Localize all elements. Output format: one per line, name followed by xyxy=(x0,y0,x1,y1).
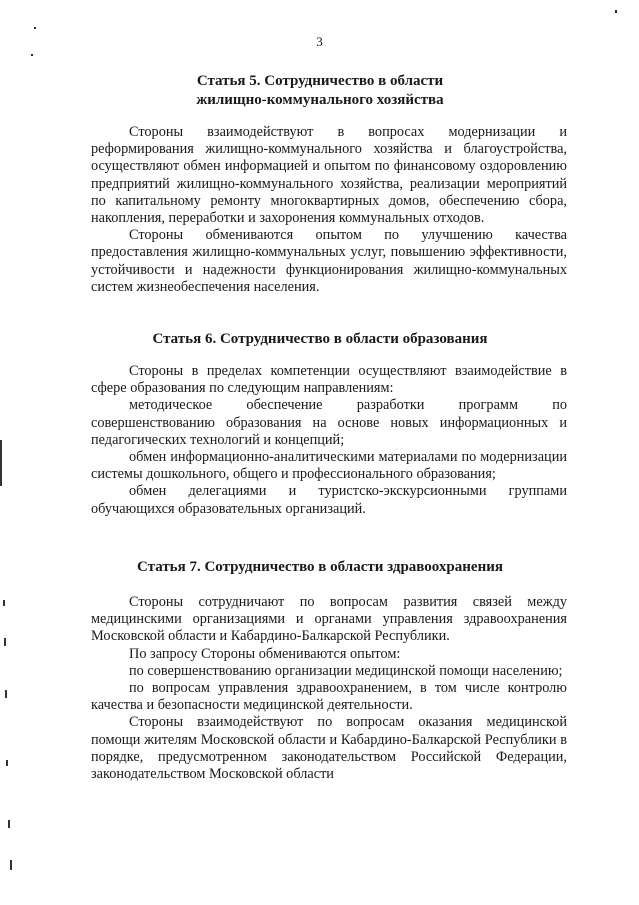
article-7-paragraph-2: По запросу Стороны обмениваются опытом: xyxy=(129,645,401,662)
scan-edge-mark xyxy=(4,638,6,646)
article-6-paragraph-1: Стороны в пределах компетенции осуществляют взаимодействие в сфере образования по следующим направлениям: xyxy=(91,363,567,397)
article-6-paragraph-2: методическое обеспечение разработки программ по совершенствованию образования на основе новых информационных и педагогических технологий и концепций; xyxy=(91,397,567,448)
article-7-body xyxy=(91,594,567,783)
article-7-paragraph-3: по совершенствованию организации медицинской помощи населению; xyxy=(129,662,563,679)
article-7-title: Статья 7. Сотрудничество в области здравоохранения xyxy=(137,559,503,575)
article-6-title: Статья 6. Сотрудничество в области образования xyxy=(152,331,488,347)
scan-edge-mark xyxy=(3,600,5,606)
scan-edge-mark xyxy=(8,820,10,828)
page-number: 3 xyxy=(316,34,323,49)
article-5-title-line2: жилищно-коммунального хозяйства xyxy=(196,92,444,108)
article-5-body xyxy=(91,124,567,296)
article-7-paragraph-5: Стороны взаимодействуют по вопросам оказания медицинской помощи жителям Московской области и Кабардино-Балкарской Республики в порядке, предусмотренном законодательством Российской Федерации, законодательством Московской области xyxy=(91,714,567,783)
article-5-title-line1: Статья 5. Сотрудничество в области xyxy=(196,73,444,89)
article-6-paragraph-4: обмен делегациями и туристско-экскурсионными группами обучающихся образовательных организаций. xyxy=(91,483,567,517)
article-5-paragraph-2: Стороны обмениваются опытом по улучшению качества предоставления жилищно-коммунальных услуг, повышению эффективности, устойчивости и надежности функционирования жилищно-коммунальных систем жизнеобеспечения населения. xyxy=(91,227,567,295)
article-6-paragraph-3: обмен информационно-аналитическими материалами по модернизации системы дошкольного, общего и профессионального образования; xyxy=(91,449,567,483)
scan-speck xyxy=(34,27,36,29)
scan-edge-mark xyxy=(5,690,7,698)
article-7-paragraph-4: по вопросам управления здравоохранением, в том числе контролю качества и безопасности медицинской деятельности. xyxy=(91,680,567,714)
article-6-body xyxy=(91,363,567,518)
article-5-title xyxy=(70,72,570,110)
scan-edge-mark xyxy=(6,760,8,766)
article-7-paragraph-1: Стороны сотрудничают по вопросам развития связей между медицинскими организациями и органами управления здравоохранения Московской области и Кабардино-Балкарской Республики. xyxy=(91,594,567,645)
scan-edge-mark xyxy=(10,860,12,870)
scan-edge-mark xyxy=(0,440,2,486)
scan-speck xyxy=(615,10,617,13)
scan-speck xyxy=(31,54,33,56)
article-5-paragraph-1: Стороны взаимодействуют в вопросах модернизации и реформирования жилищно-коммунального хозяйства и благоустройства, осуществляют обмен информацией и опытом по финансовому оздоровлению предприятий жилищно-коммунального хозяйства, реализации мероприятий по капитальному ремонту многоквартирных домов, обеспечению сбора, накопления, переработки и захоронения коммунальных отходов. xyxy=(91,124,567,227)
